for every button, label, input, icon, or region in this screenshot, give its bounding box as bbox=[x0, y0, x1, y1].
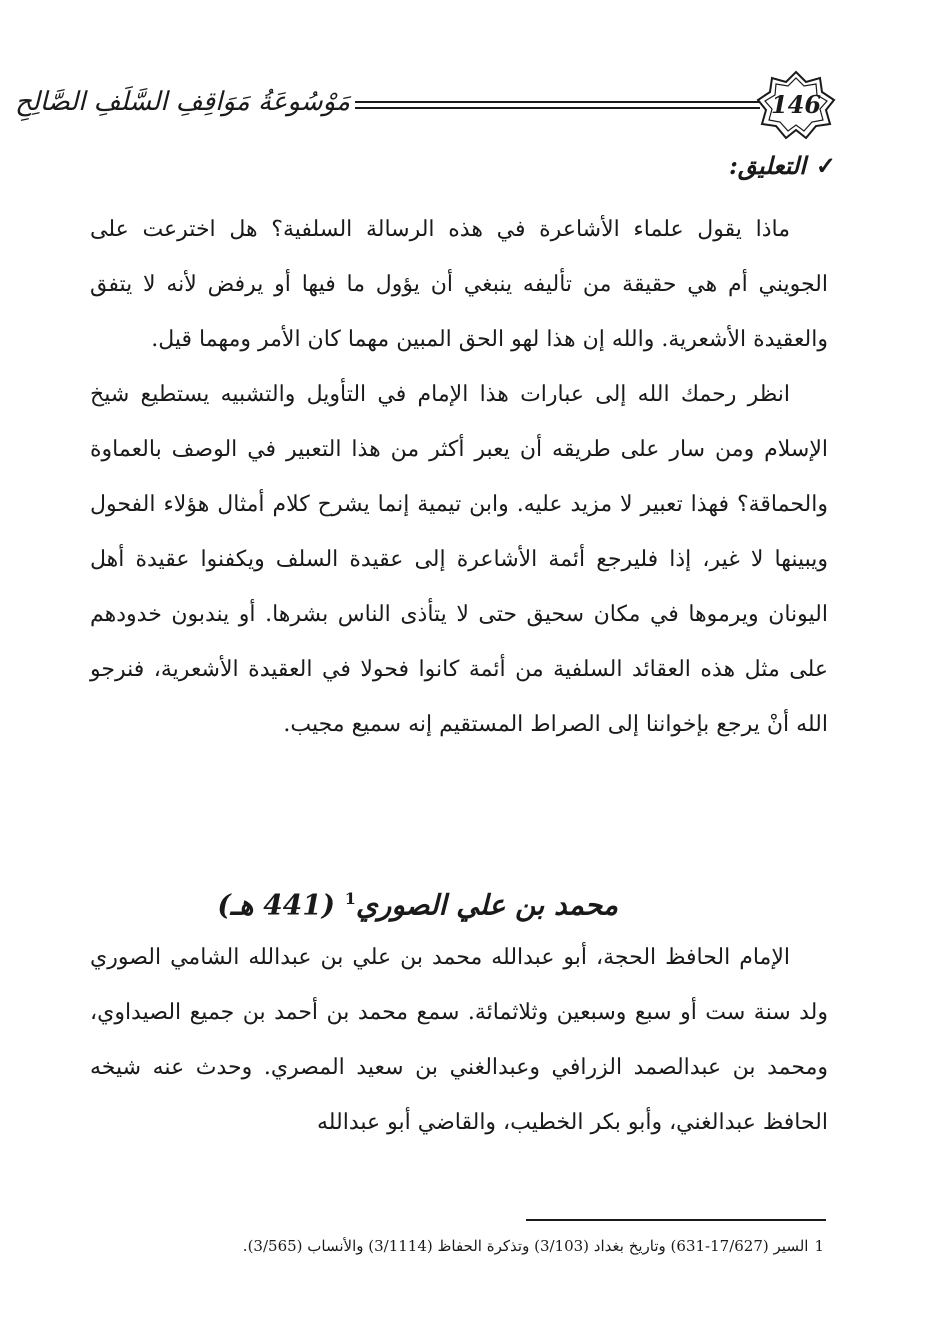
commentary-heading bbox=[729, 146, 836, 186]
paragraph: انظر رحمك الله إلى عبارات هذا الإمام في التأويل والتشبيه يستطيع شيخ الإسلام ومن سار على طريقه أن يعبر أكثر من هذا التعبير في الوصف بالعماوة والحماقة؟ فهذا تعبير لا مزيد عليه. وابن تيمية إنما يشرح كلام أمثال هؤلاء الفحول ويبينها لا غير، إذا فليرجع أئمة الأشاعرة إلى عقيدة السلف ويكفنوا عقيدة أهل اليونان ويرموها في مكان سحيق حتى لا يتأذى الناس بشرها. أو يندبون خدودهم على مثل هذه العقائد السلفية من أئمة كانوا فحولا في العقيدة الأشعرية، فنرجو الله أنْ يرجع بإخواننا إلى الصراط المستقيم إنه سميع مجيب. bbox=[90, 382, 828, 737]
footnote-reference: 1 bbox=[344, 889, 356, 908]
header-rule bbox=[355, 100, 760, 110]
page-header bbox=[15, 70, 840, 140]
check-icon: ✓ bbox=[815, 151, 836, 180]
series-title: مَوْسُوعَةُ مَوَاقِفِ السَّلَفِ الصَّالِحِ bbox=[15, 87, 350, 117]
biography-name: محمد بن علي الصوري bbox=[355, 888, 618, 922]
footnote-number: 1 bbox=[814, 1237, 824, 1255]
footnote-text: السير (17/627-631) وتاريخ بغداد (3/103) وتذكرة الحفاظ (3/1114) والأنساب (3/565). bbox=[242, 1237, 809, 1255]
page-number: 146 bbox=[770, 90, 822, 119]
biography-body bbox=[90, 930, 828, 1150]
paragraph: الإمام الحافظ الحجة، أبو عبدالله محمد بن علي بن عبدالله الشامي الصوري ولد سنة ست أو سبع وسبعين وثلاثمائة. سمع محمد بن أحمد بن جميع الصيداوي، ومحمد بن عبدالصمد الزرافي وعبدالغني بن سعيد المصري. وحدث عنه شيخه الحافظ عبدالغني، وأبو بكر الخطيب، والقاضي أبو عبدالله bbox=[90, 945, 828, 1135]
biography-heading bbox=[217, 874, 618, 924]
commentary-body bbox=[90, 202, 828, 752]
biography-year: (441 هـ) bbox=[217, 888, 335, 922]
footnote bbox=[124, 1234, 824, 1258]
footnote-divider bbox=[526, 1219, 826, 1221]
commentary-label: التعليق: bbox=[729, 151, 806, 180]
paragraph: ماذا يقول علماء الأشاعرة في هذه الرسالة السلفية؟ هل اخترعت على الجويني أم هي حقيقة من تأليفه ينبغي أن يؤول ما فيها أو يرفض لأنه لا يتفق والعقيدة الأشعرية. والله إن هذا لهو الحق المبين مهما كان الأمر ومهما قيل. bbox=[90, 217, 828, 352]
